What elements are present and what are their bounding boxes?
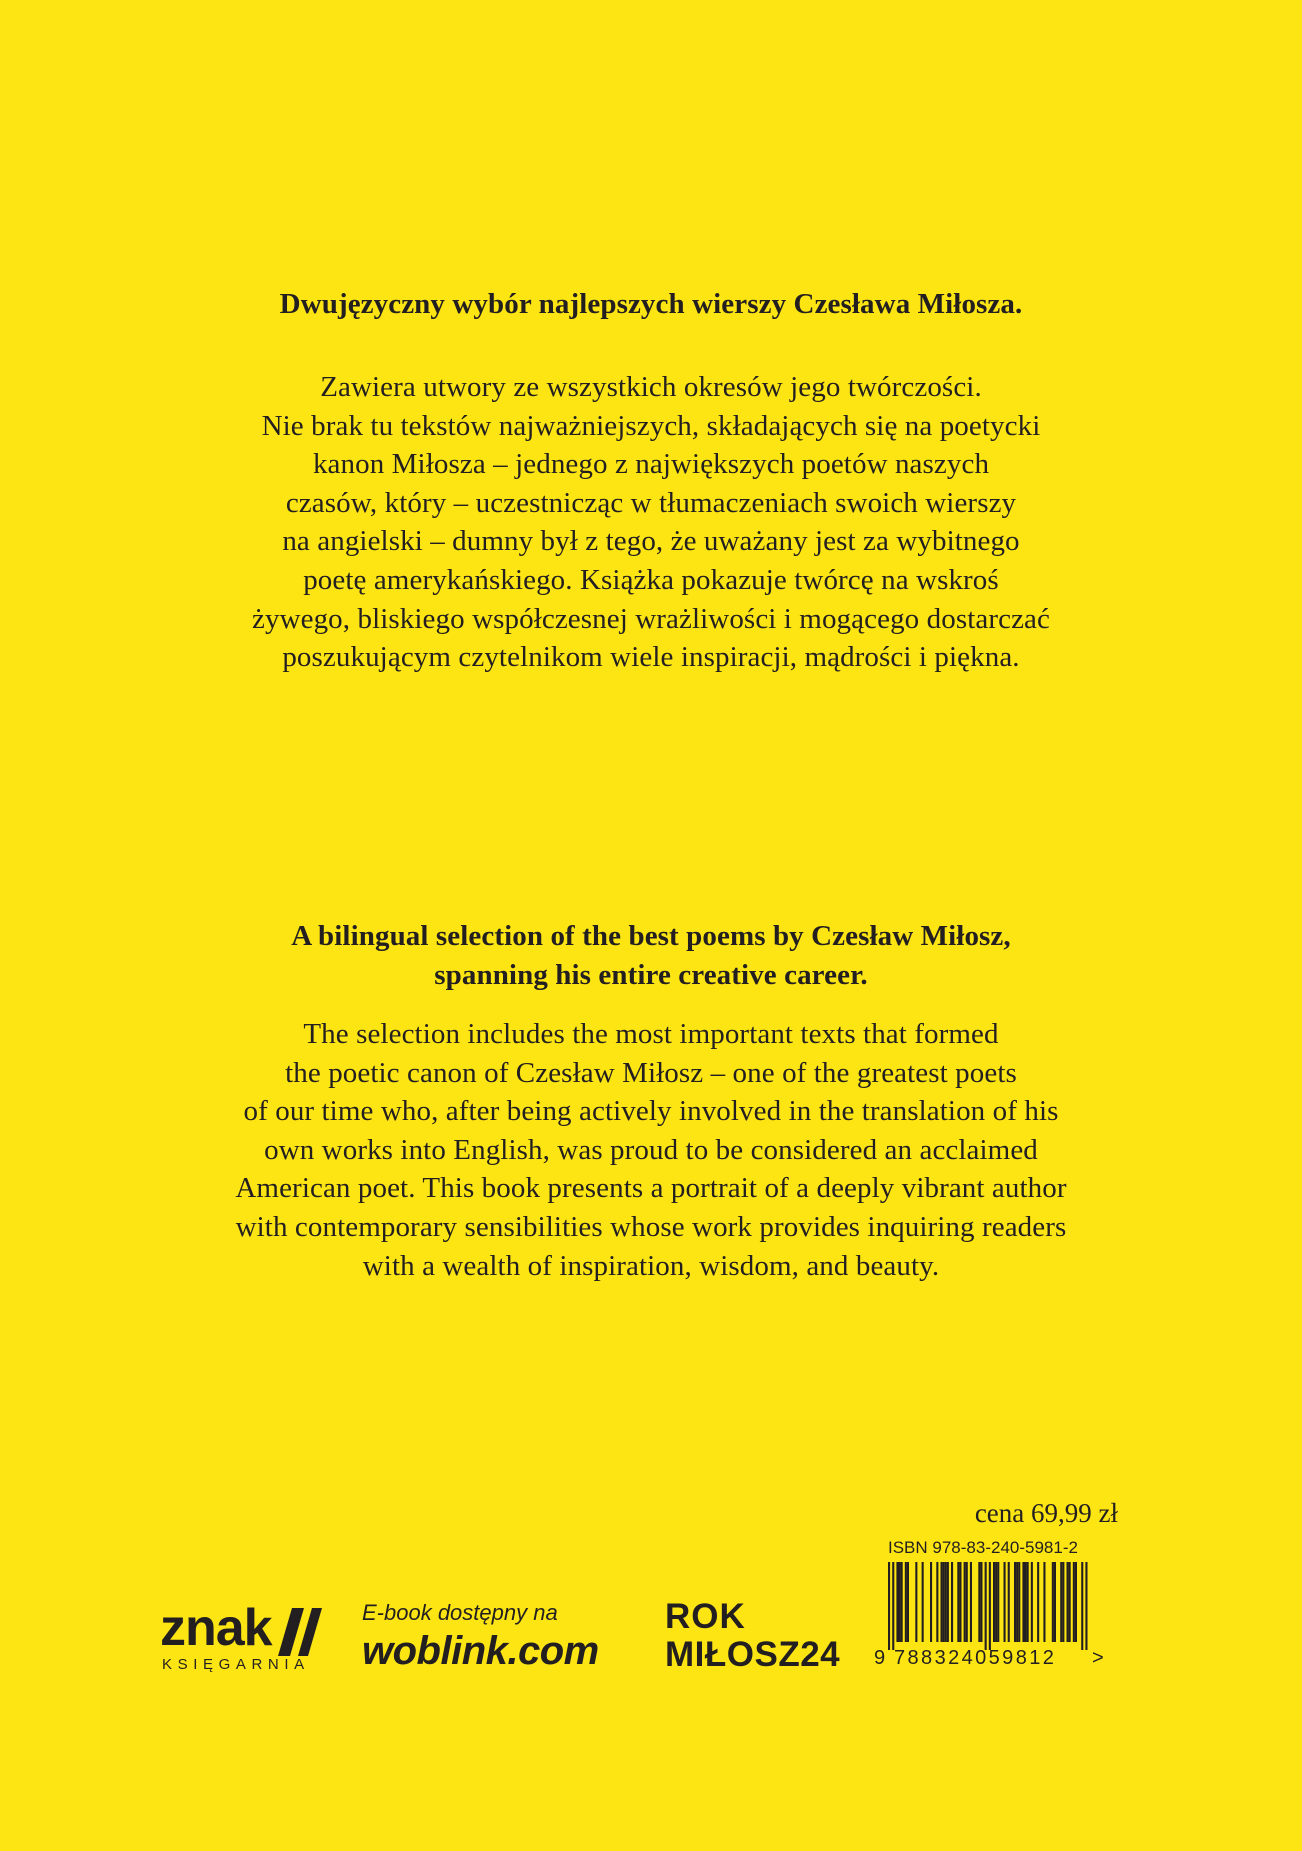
- english-description-line: own works into English, was proud to be considered an acclaimed: [264, 1133, 1038, 1166]
- barcode-bar: [945, 1562, 947, 1642]
- barcode-digits: [870, 1645, 1130, 1671]
- polish-description-line: poetę amerykańskiego. Książka pokazuje twórcę na wskroś: [303, 563, 999, 596]
- barcode-bar: [993, 1562, 995, 1642]
- barcode-bar: [930, 1562, 932, 1642]
- woblink-logo: woblink.com: [362, 1629, 599, 1673]
- english-heading: [0, 917, 1302, 994]
- polish-description-line: żywego, bliskiego współczesnej wrażliwości i mogącego dostarczać: [252, 602, 1050, 635]
- barcode-bar: [1060, 1562, 1062, 1642]
- barcode-end-mark: >: [1092, 1647, 1104, 1669]
- barcode-bar: [943, 1562, 945, 1642]
- barcode-bar: [959, 1562, 961, 1642]
- barcode-bar: [892, 1562, 894, 1650]
- barcode-bar: [936, 1562, 938, 1642]
- barcode-bar: [989, 1562, 991, 1650]
- english-description-line: The selection includes the most important texts that formed: [303, 1018, 999, 1050]
- barcode-digit-row: 788324059812: [894, 1647, 1057, 1669]
- english-description-line: with contemporary sensibilities whose work provides inquiring readers: [235, 1210, 1067, 1243]
- barcode-bar: [1037, 1562, 1039, 1642]
- polish-description-line: poszukującym czytelnikom wiele inspiracji, mądrości i piękna.: [282, 641, 1020, 674]
- polish-description-line: czasów, który – uczestnicząc w tłumaczeniach swoich wierszy: [285, 486, 1017, 519]
- barcode-bar: [1054, 1562, 1056, 1642]
- english-description: [0, 1015, 1302, 1285]
- barcode-bar: [964, 1562, 966, 1642]
- english-description-line: the poetic canon of Czesław Miłosz – one of the greatest poets: [285, 1056, 1017, 1089]
- barcode-bar: [905, 1562, 907, 1642]
- barcode-bar: [1073, 1562, 1075, 1642]
- barcode-bar: [915, 1562, 917, 1642]
- polish-heading: [0, 285, 1302, 324]
- barcode-bar: [899, 1562, 901, 1642]
- barcode-bar: [907, 1562, 909, 1642]
- english-description-line: with a wealth of inspiration, wisdom, and beauty.: [362, 1249, 940, 1282]
- rok-logo-line: MIŁOSZ24: [665, 1635, 841, 1674]
- polish-heading-line: Dwujęzyczny wybór najlepszych wierszy Czesława Miłosza.: [279, 288, 1023, 320]
- polish-description-line: kanon Miłosza – jednego z największych poetów naszych: [312, 448, 990, 481]
- barcode-bar: [922, 1562, 924, 1642]
- english-description-line: American poet. This book presents a portrait of a deeply vibrant author: [235, 1172, 1067, 1205]
- english-heading-line: spanning his entire creative career.: [434, 958, 868, 991]
- barcode-bar: [1027, 1562, 1029, 1642]
- ebook-notice: [362, 1600, 632, 1680]
- barcode-bar: [1025, 1562, 1027, 1642]
- barcode-bars: [870, 1560, 1130, 1650]
- english-description-line: of our time who, after being actively involved in the translation of his: [243, 1095, 1059, 1128]
- barcode-bar: [1067, 1562, 1069, 1642]
- barcode-bar: [995, 1562, 997, 1642]
- english-heading-line: A bilingual selection of the best poems by Czesław Miłosz,: [291, 920, 1011, 952]
- barcode-bar: [941, 1562, 943, 1642]
- barcode-bar: [970, 1562, 972, 1642]
- polish-description-line: Nie brak tu tekstów najważniejszych, składających się na poetycki: [261, 409, 1041, 442]
- rok-milosza-logo: [665, 1598, 845, 1678]
- barcode-bar: [1016, 1562, 1018, 1642]
- barcode-bar: [1022, 1562, 1024, 1642]
- barcode-bar: [1018, 1562, 1020, 1642]
- barcode-bar: [980, 1562, 982, 1642]
- barcode-bar: [947, 1562, 949, 1642]
- polish-description-line: na angielski – dumny był z tego, że uważany jest za wybitnego: [282, 525, 1020, 558]
- barcode-bar: [901, 1562, 903, 1642]
- znak-subtitle: KSIĘGARNIA: [162, 1656, 310, 1673]
- barcode-bar: [1081, 1562, 1083, 1650]
- barcode-bar: [1085, 1562, 1087, 1650]
- znak-logo: [160, 1600, 320, 1680]
- barcode-bar: [1043, 1562, 1045, 1642]
- barcode-bar: [1008, 1562, 1010, 1642]
- barcode-bar: [957, 1562, 959, 1642]
- barcode: [870, 1560, 1130, 1670]
- ebook-available-text: E-book dostępny na: [362, 1600, 558, 1625]
- barcode-bar: [985, 1562, 987, 1650]
- barcode-bar: [1014, 1562, 1016, 1642]
- barcode-bar: [1052, 1562, 1054, 1642]
- barcode-bar: [966, 1562, 968, 1642]
- polish-description: [0, 368, 1302, 677]
- isbn-label: ISBN 978-83-240-5981-2: [888, 1538, 1078, 1557]
- barcode-bar: [1031, 1562, 1033, 1642]
- rok-logo-line: ROK: [665, 1597, 746, 1636]
- znak-slash-icon: [278, 1608, 322, 1656]
- barcode-bar: [1069, 1562, 1071, 1642]
- polish-description-line: Zawiera utwory ze wszystkich okresów jego twórczości.: [320, 371, 982, 403]
- barcode-bar: [978, 1562, 980, 1642]
- barcode-bar: [951, 1562, 953, 1642]
- barcode-bar: [888, 1562, 890, 1650]
- barcode-bar: [1062, 1562, 1064, 1642]
- barcode-bar: [896, 1562, 898, 1642]
- znak-wordmark: znak: [160, 1599, 272, 1657]
- barcode-first-digit: 9: [874, 1647, 886, 1669]
- barcode-bar: [1004, 1562, 1006, 1642]
- price-label: cena 69,99 zł: [974, 1498, 1118, 1528]
- barcode-bar: [997, 1562, 999, 1642]
- barcode-bar: [1075, 1562, 1077, 1642]
